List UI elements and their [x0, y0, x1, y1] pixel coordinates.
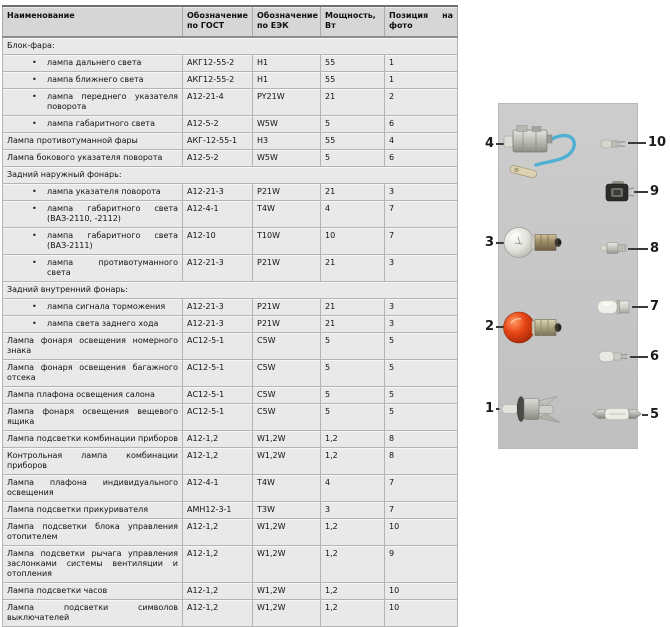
photo-position-cell: 10	[385, 583, 458, 600]
photo-number-3: 3	[484, 235, 494, 250]
lamp-row	[3, 431, 458, 448]
lamp-name: Лампа подсветки прикуривателя	[7, 505, 149, 514]
power-cell: 3	[321, 502, 385, 519]
eec-designation-cell: C5W	[253, 387, 321, 404]
photo-position-cell: 3	[385, 184, 458, 201]
photo-number-5: 5	[650, 407, 660, 422]
lamp-row	[3, 228, 458, 255]
photo-position-cell: 7	[385, 228, 458, 255]
lamp-name: лампа габаритного света (ВАЗ-2110, -2112)	[47, 204, 178, 223]
lamp-name: лампа сигнала торможения	[47, 302, 166, 311]
lamp-row	[3, 184, 458, 201]
lamp-name-cell	[3, 333, 183, 360]
h1-halogen-bulb-icon	[499, 393, 568, 431]
power-cell: 4	[321, 475, 385, 502]
lamp-name-cell	[3, 519, 183, 546]
eec-designation-cell: T10W	[253, 228, 321, 255]
gost-designation-cell: А12-21-3	[183, 184, 253, 201]
c5w-festoon-bulb-icon	[591, 404, 643, 428]
lamp-name-cell	[3, 72, 183, 89]
col-header-gost: Обозначение по ГОСТ	[183, 6, 253, 37]
lamp-row	[3, 316, 458, 333]
bullet-icon: •	[32, 187, 37, 196]
lamp-row	[3, 475, 458, 502]
lamp-name-cell	[3, 184, 183, 201]
eec-designation-cell: W1,2W	[253, 448, 321, 475]
eec-designation-cell: P21W	[253, 299, 321, 316]
power-cell: 55	[321, 133, 385, 150]
eec-designation-cell: W5W	[253, 150, 321, 167]
h3-halogen-bulb-with-wire-icon	[503, 120, 583, 190]
photo-number-10: 10	[648, 135, 667, 150]
lamp-name-cell	[3, 150, 183, 167]
lamp-spec-table	[2, 5, 458, 627]
photo-number-9: 9	[650, 184, 660, 199]
lamp-name-cell	[3, 89, 183, 116]
lamp-name: Лампа фонаря освещения багажного отсека	[7, 363, 178, 382]
photo-position-cell: 7	[385, 475, 458, 502]
power-cell: 21	[321, 299, 385, 316]
lamp-table-body	[3, 37, 458, 627]
col-header-name: Наименование	[3, 6, 183, 37]
leader-line-10	[628, 142, 646, 144]
leader-line-6	[630, 356, 648, 358]
gost-designation-cell: А12-21-3	[183, 299, 253, 316]
lamp-name: Лампа фонаря освещения вещевого ящика	[7, 407, 178, 426]
power-cell: 1,2	[321, 600, 385, 627]
lamp-name: Лампа фонаря освещения номерного знака	[7, 336, 178, 355]
lamp-name: лампа указателя поворота	[47, 187, 161, 196]
lamp-row	[3, 299, 458, 316]
photo-position-cell: 7	[385, 201, 458, 228]
power-cell: 21	[321, 184, 385, 201]
photo-position-cell: 6	[385, 116, 458, 133]
lamp-row	[3, 255, 458, 282]
bullet-icon: •	[32, 319, 37, 328]
gost-designation-cell: А12-1,2	[183, 519, 253, 546]
leader-line-8	[628, 248, 648, 250]
lamp-name: Лампа подсветки часов	[7, 586, 108, 595]
photo-position-cell: 6	[385, 150, 458, 167]
lamp-row	[3, 404, 458, 431]
eec-designation-cell: T4W	[253, 475, 321, 502]
col-header-photo-pos: Позиция на фото	[385, 6, 458, 37]
gost-designation-cell: АКГ12-55-2	[183, 55, 253, 72]
eec-designation-cell: W1,2W	[253, 583, 321, 600]
lamp-name: Лампа подсветки рычага управления заслонками системы вентиляции и отопления	[7, 549, 178, 578]
photo-position-cell: 4	[385, 133, 458, 150]
col-header-eec: Обозначение по ЕЭК	[253, 6, 321, 37]
photo-number-7: 7	[650, 299, 660, 314]
lamp-row	[3, 387, 458, 404]
photo-number-2: 2	[484, 319, 494, 334]
col-header-power: Мощность, Вт	[321, 6, 385, 37]
gost-designation-cell: А12-10	[183, 228, 253, 255]
t4w-cylinder-bulb-icon	[596, 298, 631, 320]
gost-designation-cell: АС12-5-1	[183, 387, 253, 404]
lamp-name-cell	[3, 600, 183, 627]
lamp-name-cell	[3, 502, 183, 519]
gost-designation-cell: АКГ-12-55-1	[183, 133, 253, 150]
eec-designation-cell: C5W	[253, 333, 321, 360]
lamp-name: Лампа бокового указателя поворота	[7, 153, 163, 162]
eec-designation-cell: W1,2W	[253, 546, 321, 583]
photo-position-cell: 2	[385, 89, 458, 116]
power-cell: 5	[321, 116, 385, 133]
lamp-name-cell	[3, 299, 183, 316]
gost-designation-cell: АС12-5-1	[183, 404, 253, 431]
photo-position-cell: 3	[385, 299, 458, 316]
gost-designation-cell: А12-1,2	[183, 546, 253, 583]
power-cell: 1,2	[321, 448, 385, 475]
photo-position-cell: 5	[385, 333, 458, 360]
section-title: Блок-фара:	[3, 37, 458, 55]
power-cell: 1,2	[321, 519, 385, 546]
bullet-icon: •	[32, 58, 37, 67]
eec-designation-cell: P21W	[253, 184, 321, 201]
eec-designation-cell: W1,2W	[253, 431, 321, 448]
power-cell: 1,2	[321, 546, 385, 583]
lamp-name: Лампа противотуманной фары	[7, 136, 138, 145]
lamp-row	[3, 89, 458, 116]
lamp-row	[3, 448, 458, 475]
w5w-wedge-bulb-icon	[598, 348, 629, 369]
bullet-icon: •	[32, 302, 37, 311]
photo-number-1: 1	[484, 401, 494, 416]
lamp-row	[3, 360, 458, 387]
gost-designation-cell: А12-1,2	[183, 600, 253, 627]
bullet-icon: •	[32, 231, 37, 240]
section-row	[3, 167, 458, 184]
lamp-name-cell	[3, 360, 183, 387]
gost-designation-cell: А12-4-1	[183, 201, 253, 228]
lamp-row	[3, 583, 458, 600]
power-cell: 5	[321, 333, 385, 360]
photo-position-cell: 5	[385, 360, 458, 387]
gost-designation-cell: А12-1,2	[183, 583, 253, 600]
power-cell: 5	[321, 150, 385, 167]
power-cell: 4	[321, 201, 385, 228]
power-cell: 5	[321, 404, 385, 431]
gost-designation-cell: А12-4-1	[183, 475, 253, 502]
leader-line-9	[634, 191, 648, 193]
lamp-name-cell	[3, 133, 183, 150]
photo-position-cell: 1	[385, 55, 458, 72]
photo-position-cell: 3	[385, 255, 458, 282]
eec-designation-cell: T4W	[253, 201, 321, 228]
photo-number-4: 4	[484, 136, 494, 151]
eec-designation-cell: W1,2W	[253, 519, 321, 546]
lamp-name: Лампа подсветки комбинации приборов	[7, 434, 178, 443]
lamp-name-cell	[3, 431, 183, 448]
lamp-name-cell	[3, 387, 183, 404]
lamp-name-cell	[3, 116, 183, 133]
section-row	[3, 282, 458, 299]
lamp-row	[3, 116, 458, 133]
photo-position-cell: 10	[385, 519, 458, 546]
photo-position-cell: 9	[385, 546, 458, 583]
photo-position-cell: 1	[385, 72, 458, 89]
lamp-name-cell	[3, 55, 183, 72]
lamp-row	[3, 600, 458, 627]
gost-designation-cell: АС12-5-1	[183, 360, 253, 387]
power-cell: 5	[321, 387, 385, 404]
photo-position-cell: 10	[385, 600, 458, 627]
power-cell: 1,2	[321, 431, 385, 448]
power-cell: 10	[321, 228, 385, 255]
lamp-row	[3, 150, 458, 167]
power-cell: 1,2	[321, 583, 385, 600]
eec-designation-cell: T3W	[253, 502, 321, 519]
lamp-name-cell	[3, 546, 183, 583]
power-cell: 21	[321, 89, 385, 116]
section-title: Задний наружный фонарь:	[3, 167, 458, 184]
eec-designation-cell: H3	[253, 133, 321, 150]
eec-designation-cell: P21W	[253, 255, 321, 282]
gost-designation-cell: А12-5-2	[183, 150, 253, 167]
gost-designation-cell: А12-1,2	[183, 431, 253, 448]
lamp-row	[3, 201, 458, 228]
lamp-row	[3, 519, 458, 546]
mini-wedge-bulb-icon	[600, 136, 628, 155]
section-title: Задний внутренний фонарь:	[3, 282, 458, 299]
lamp-name: Лампа подсветки символов выключателей	[7, 603, 178, 622]
metal-base-mini-bulb-icon	[600, 240, 628, 260]
eec-designation-cell: C5W	[253, 360, 321, 387]
eec-designation-cell: C5W	[253, 404, 321, 431]
lamp-name: лампа переднего указателя поворота	[47, 92, 178, 111]
lamp-name: лампа света заднего хода	[47, 319, 159, 328]
photo-number-6: 6	[650, 349, 660, 364]
power-cell: 5	[321, 360, 385, 387]
lamp-name-cell	[3, 583, 183, 600]
lamp-name-cell	[3, 228, 183, 255]
power-cell: 21	[321, 316, 385, 333]
bullet-icon: •	[32, 204, 37, 213]
photo-position-cell: 8	[385, 431, 458, 448]
header-row	[3, 6, 458, 37]
lamp-row	[3, 55, 458, 72]
lamp-name: лампа габаритного света (ВАЗ-2111)	[47, 231, 178, 250]
photo-number-8: 8	[650, 241, 660, 256]
photo-position-cell: 5	[385, 404, 458, 431]
section-row	[3, 37, 458, 55]
eec-designation-cell: H1	[253, 55, 321, 72]
eec-designation-cell: W5W	[253, 116, 321, 133]
lamp-name: лампа ближнего света	[47, 75, 144, 84]
lamp-name-cell	[3, 475, 183, 502]
leader-line-7	[632, 306, 648, 308]
lamp-name: лампа дальнего света	[47, 58, 142, 67]
lamp-name-cell	[3, 448, 183, 475]
lamp-name: Лампа плафона индивидуального освещения	[7, 478, 178, 497]
lamp-row	[3, 333, 458, 360]
gost-designation-cell: А12-21-3	[183, 255, 253, 282]
lamp-name: Лампа подсветки блока управления отопителем	[7, 522, 178, 541]
photo-position-cell: 8	[385, 448, 458, 475]
lamp-name: лампа габаритного света	[47, 119, 155, 128]
power-cell: 55	[321, 55, 385, 72]
gost-designation-cell: А12-5-2	[183, 116, 253, 133]
gost-designation-cell: А12-21-4	[183, 89, 253, 116]
gost-designation-cell: АМН12-3-1	[183, 502, 253, 519]
lamp-row	[3, 72, 458, 89]
eec-designation-cell: H1	[253, 72, 321, 89]
p21w-bayonet-bulb-icon	[502, 225, 566, 264]
power-cell: 55	[321, 72, 385, 89]
bullet-icon: •	[32, 119, 37, 128]
lamp-name: лампа противотуманного света	[47, 258, 178, 277]
lamp-row	[3, 546, 458, 583]
lamp-name-cell	[3, 404, 183, 431]
eec-designation-cell: PY21W	[253, 89, 321, 116]
bullet-icon: •	[32, 75, 37, 84]
photo-position-cell: 3	[385, 316, 458, 333]
lamp-name: Лампа плафона освещения салона	[7, 390, 155, 399]
power-cell: 21	[321, 255, 385, 282]
eec-designation-cell: P21W	[253, 316, 321, 333]
lamp-row	[3, 502, 458, 519]
lamp-name: Контрольная лампа комбинации приборов	[7, 451, 178, 470]
gost-designation-cell: А12-21-3	[183, 316, 253, 333]
photo-position-cell: 7	[385, 502, 458, 519]
py21w-amber-bayonet-bulb-icon	[502, 310, 566, 349]
bullet-icon: •	[32, 258, 37, 267]
lamp-row	[3, 133, 458, 150]
gost-designation-cell: АКГ12-55-2	[183, 72, 253, 89]
gost-designation-cell: АС12-5-1	[183, 333, 253, 360]
eec-designation-cell: W1,2W	[253, 600, 321, 627]
lamp-name-cell	[3, 255, 183, 282]
lamp-name-cell	[3, 201, 183, 228]
gost-designation-cell: А12-1,2	[183, 448, 253, 475]
photo-position-cell: 5	[385, 387, 458, 404]
bullet-icon: •	[32, 92, 37, 101]
bulb-in-black-holder-icon	[602, 180, 635, 210]
lamp-name-cell	[3, 316, 183, 333]
